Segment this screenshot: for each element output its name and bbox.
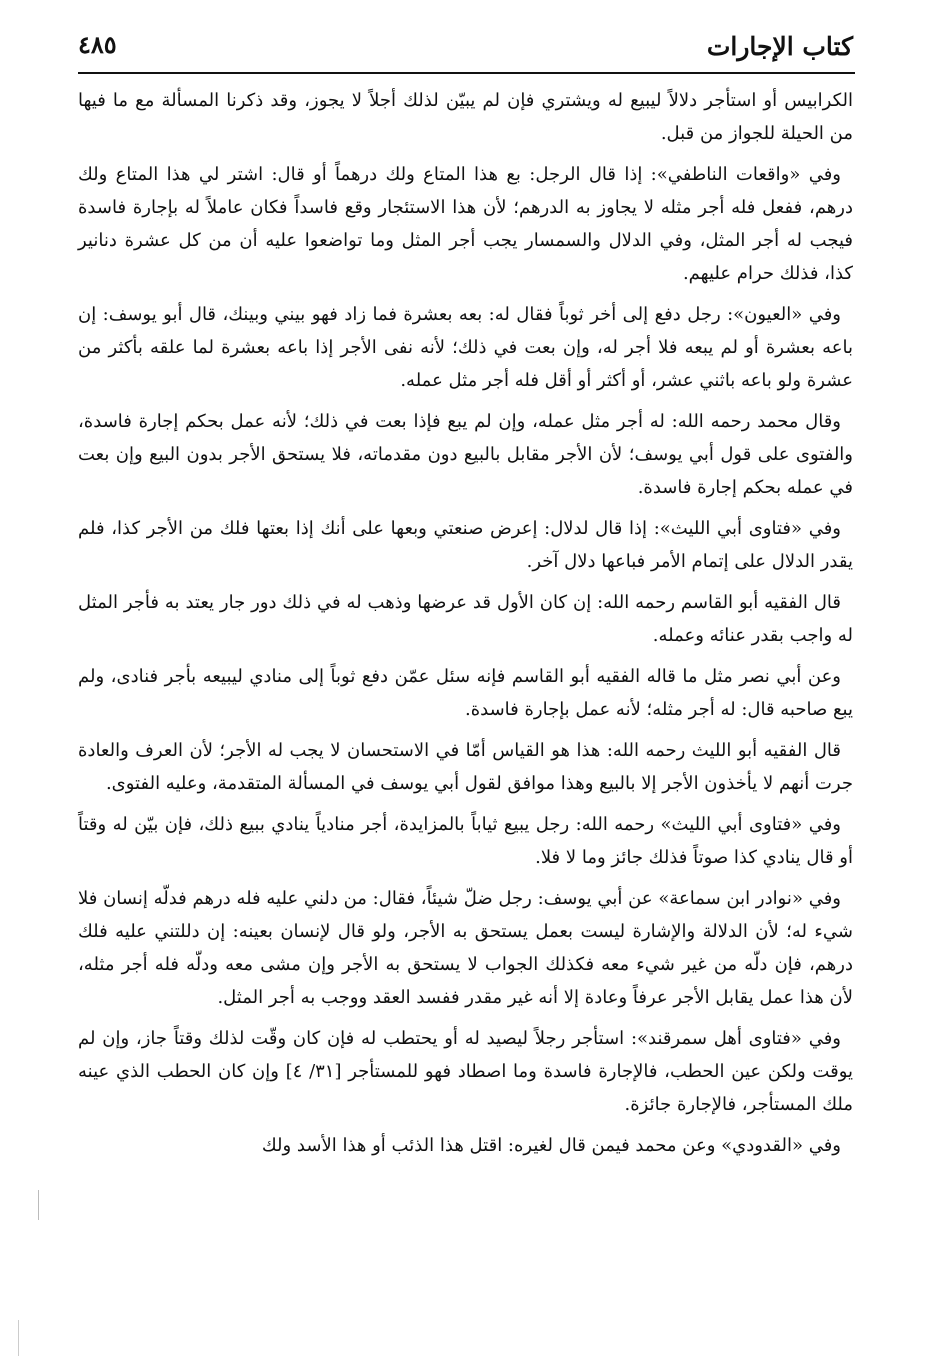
page-number: ٤٨٥ <box>78 30 117 59</box>
paragraph: الكرابيس أو استأجر دلالاً ليبيع له ويشتري فإن لم يبيّن لذلك أجلاً لا يجوز، وقد ذكرنا المسألة مع ما فيها من الحيلة للجواز من قبل. <box>78 90 853 144</box>
paragraph: وفي «العيون»: رجل دفع إلى أخر ثوباً فقال له: بعه بعشرة فما زاد فهو بيني وبينك، قال أبو يوسف: إن باعه بعشرة أو لم يبعه فلا أجر له، وإن بعت في ذلك؛ لأنه نفى الأجر إذا باعه بعشرة لما علقه بأكثر من عشرة ولو باعه باثني عشر، أو أكثر أو أقل فله أجر مثل عمله. <box>78 304 853 391</box>
header-rule <box>78 72 855 74</box>
paragraph: وعن أبي نصر مثل ما قاله الفقيه أبو القاسم فإنه سئل عمّن دفع ثوباً إلى منادي ليبيعه بأجر فنادى، ولم يبع صاحبه قال: له أجر مثله؛ لأنه عمل بإجارة فاسدة. <box>78 666 853 720</box>
paragraph: وفي «فتاوى أهل سمرقند»: استأجر رجلاً ليصيد له أو يحتطب له فإن كان وقّت لذلك وقتاً جاز، وإن لم يوقت ولكن عين الحطب، فالإجارة فاسدة وما اصطاد فهو للمستأجر [٣١/ ٤] وإن كان الحطب الذي عينه ملك المستأجر، فالإجارة جائزة. <box>78 1028 853 1115</box>
paragraph: قال الفقيه أبو الليث رحمه الله: هذا هو القياس أمّا في الاستحسان لا يجب له الأجر؛ لأن العرف والعادة جرت أنهم لا يأخذون الأجر إلا بالبيع وهذا موافق لقول أبي يوسف في المسألة المتقدمة، وعليه الفتوى. <box>78 740 853 794</box>
page-header <box>78 24 853 74</box>
paragraph: وقال محمد رحمه الله: له أجر مثل عمله، وإن لم يبع فإذا بعت في ذلك؛ لأنه عمل بحكم إجارة فاسدة، والفتوى على قول أبي يوسف؛ لأن الأجر مقابل بالبيع دون مقدماته، فلا يستحق الأجر بدون البيع وإن بعت في عمله بحكم إجارة فاسدة. <box>78 411 853 498</box>
paragraph: وفي «فتاوى أبي الليث»: إذا قال لدلال: إعرض صنعتي وبعها على أنك إذا بعتها فلك من الأجر كذا، فلم يقدر الدلال على إتمام الأمر فباعها دلال آخر. <box>78 518 853 572</box>
paragraph: وفي «فتاوى أبي الليث» رحمه الله: رجل يبيع ثياباً بالمزايدة، أجر منادياً ينادي ببيع ذلك، فإن بيّن له وقتاً أو قال ينادي كذا صوتاً فذلك جائز وما لا فلا. <box>78 814 853 868</box>
paragraph: وفي «نوادر ابن سماعة» عن أبي يوسف: رجل ضلّ شيئاً، فقال: من دلني عليه فله درهم فدلّه إنسان فلا شيء له؛ لأن الدلالة والإشارة ليست بعمل يستحق به الأجر، ولو قال لإنسان بعينه: إن دللتني عليه فلك درهم، فإن دلّه من غير شيء معه فكذلك الجواب لا يستحق به الأجر وإن مشى معه ودلّه فله أجر مثله، لأن هذا عمل يقابل الأجر عرفاً وعادة إلا أنه غير مقدر ففسد العقد ووجب به أجر المثل. <box>78 888 853 1008</box>
page-body <box>78 84 853 1170</box>
chapter-title: كتاب الإجارات <box>706 32 853 61</box>
paragraph: قال الفقيه أبو القاسم رحمه الله: إن كان الأول قد عرضها وذهب له في ذلك دور جار يعتد به فأجر المثل له واجب بقدر عنائه وعمله. <box>78 592 853 646</box>
margin-pencil-mark <box>38 1190 39 1220</box>
paragraph: وفي «القدودي» وعن محمد فيمن قال لغيره: اقتل هذا الذئب أو هذا الأسد ولك <box>261 1135 841 1156</box>
paragraph: وفي «واقعات الناطفي»: إذا قال الرجل: بع هذا المتاع ولك درهماً أو قال: اشتر لي هذا المتاع ولك درهم، ففعل فله أجر مثله لا يجاوز به الدرهم؛ لأن هذا الاستئجار وقع فاسداً فكان عاملاً له بإجارة فاسدة فيجب له أجر المثل، وفي الدلال والسمسار يجب أجر المثل وما تواضعوا عليه أن من كل عشرة دنانير كذا، فذلك حرام عليهم. <box>78 164 853 284</box>
scan-edge-mark <box>18 1320 19 1356</box>
